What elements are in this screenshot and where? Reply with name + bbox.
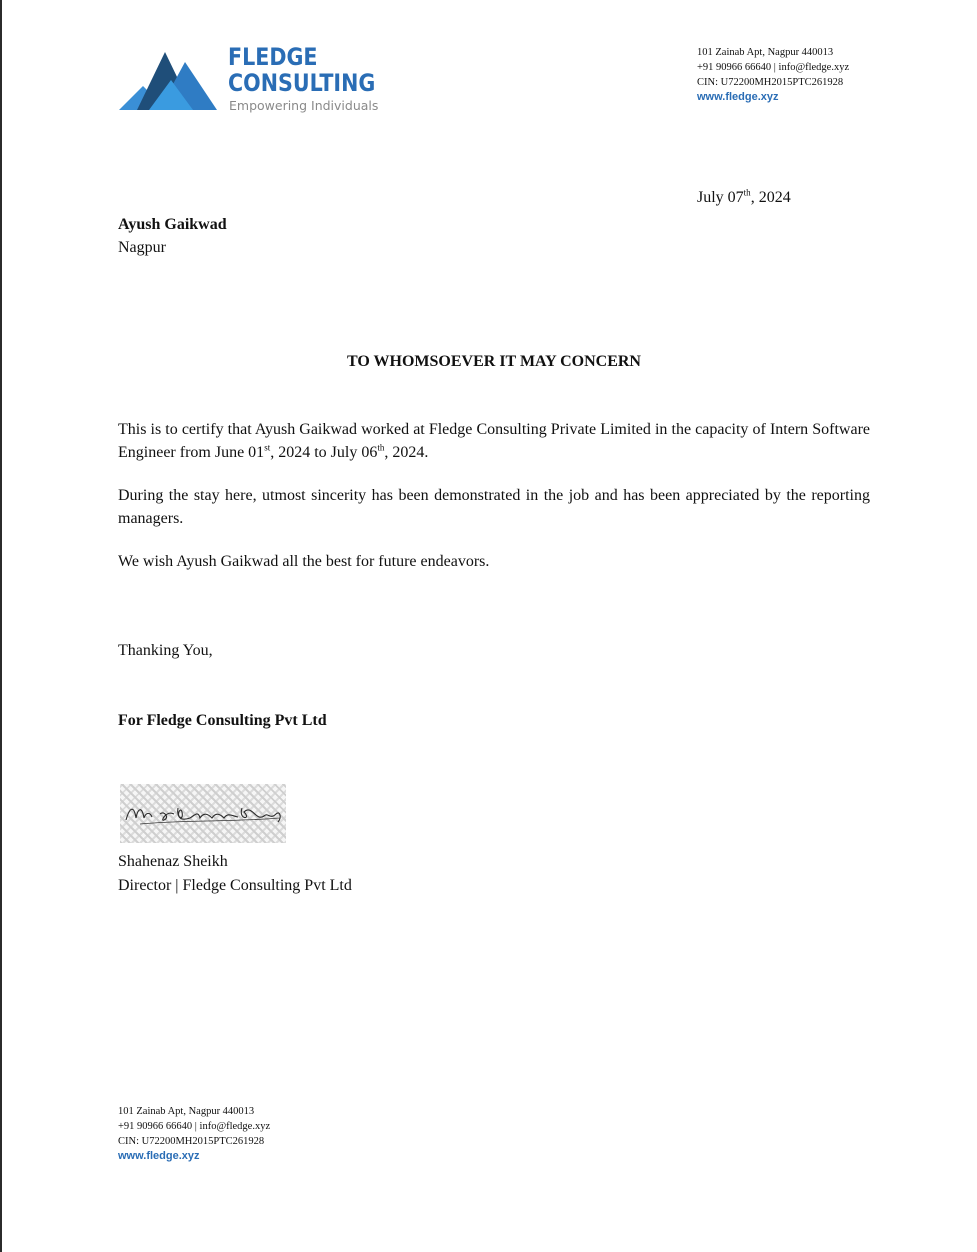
body-paragraph-certification	[118, 418, 870, 464]
recipient-city: Nagpur	[118, 239, 166, 256]
brand-name-line1: FLEDGE	[228, 43, 318, 71]
mountain-peaks-icon	[119, 50, 219, 112]
header-phone-email: +91 90966 66640 | info@fledge.xyz	[697, 62, 850, 73]
signatory-block	[118, 850, 352, 898]
signature-scribble	[120, 784, 286, 843]
footer-phone-email: +91 90966 66640 | info@fledge.xyz	[118, 1121, 271, 1132]
body-p1-text-2: , 2024 to July 06	[270, 444, 378, 461]
brand-tagline: Empowering Individuals	[229, 98, 379, 113]
header-contact-block	[697, 45, 849, 105]
footer-website-link[interactable]: www.fledge.xyz	[118, 1150, 200, 1162]
brand-name-line2: CONSULTING	[228, 69, 376, 97]
body-p1-sup-1: st	[264, 442, 271, 453]
handwritten-signature-image	[120, 784, 286, 843]
closing-line: Thanking You,	[118, 642, 213, 659]
date-year: , 2024	[750, 189, 791, 206]
recipient-name: Ayush Gaikwad	[118, 216, 227, 233]
body-p1-text-1: This is to certify that Ayush Gaikwad worked at Fledge Consulting Private Limited in the capacity of Intern Software Engineer from June 01	[118, 421, 870, 461]
date-month-day: July 07	[697, 189, 744, 206]
body-paragraph-wishes: We wish Ayush Gaikwad all the best for future endeavors.	[118, 553, 490, 570]
letter-subject: TO WHOMSOEVER IT MAY CONCERN	[347, 353, 641, 370]
brand-name	[228, 44, 375, 96]
body-p1-text-3: , 2024.	[384, 444, 429, 461]
for-company-line: For Fledge Consulting Pvt Ltd	[118, 712, 327, 729]
date-suffix: th	[743, 187, 751, 198]
header-website-link[interactable]: www.fledge.xyz	[697, 91, 779, 103]
page-left-border	[0, 0, 2, 1252]
letter-date	[697, 189, 791, 207]
footer-address: 101 Zainab Apt, Nagpur 440013	[118, 1106, 255, 1117]
header-cin: CIN: U72200MH2015PTC261928	[697, 77, 844, 88]
signatory-title: Director | Fledge Consulting Pvt Ltd	[118, 877, 352, 894]
body-paragraph-conduct: During the stay here, utmost sincerity has been demonstrated in the job and has been appreciated by the reporting managers.	[118, 487, 870, 527]
company-logo	[119, 44, 379, 116]
footer-contact-block	[118, 1104, 270, 1164]
recipient-block	[118, 213, 227, 259]
letter-body	[118, 418, 870, 573]
footer-cin: CIN: U72200MH2015PTC261928	[118, 1136, 265, 1147]
body-p1-sup-2: th	[377, 442, 385, 453]
signatory-name: Shahenaz Sheikh	[118, 853, 228, 870]
header-address: 101 Zainab Apt, Nagpur 440013	[697, 47, 834, 58]
